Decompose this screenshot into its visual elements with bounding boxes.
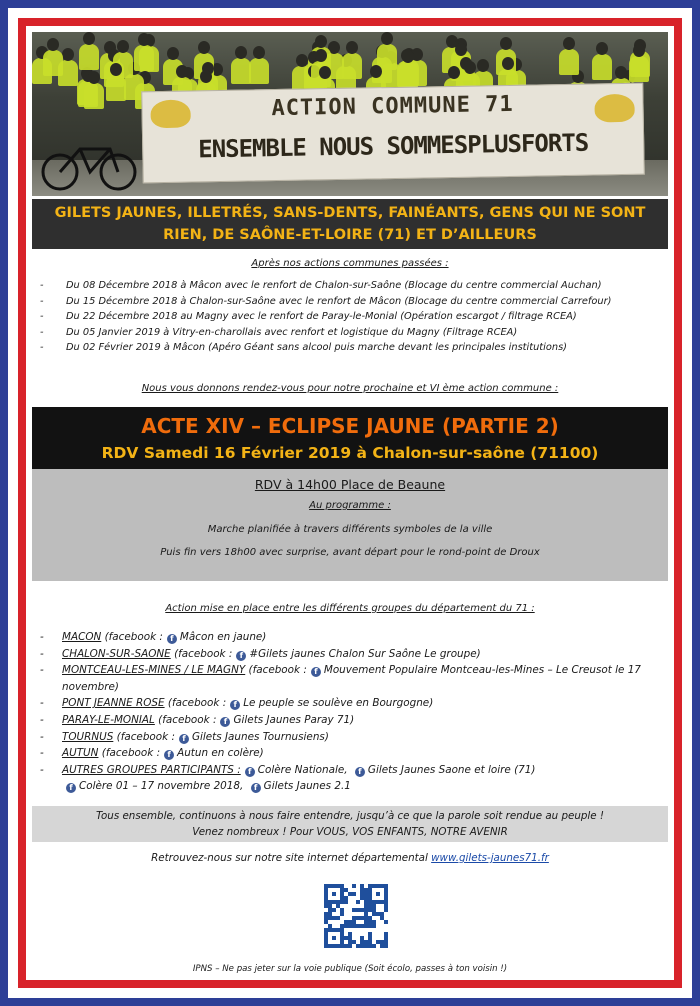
act-band [32,407,668,469]
qr-module [340,912,344,916]
protester-vest [84,83,104,109]
protester-head [198,41,210,54]
program-line-1: Marche planifiée à travers différents symboles de la ville [207,524,493,535]
past-actions-title: Après nos actions communes passées : [251,258,449,269]
protester-vest [629,56,649,82]
facebook-icon: f [164,750,174,760]
protester-vest [249,58,269,84]
protester-head [167,47,179,60]
protester-vest [398,62,418,88]
protester-head [319,66,331,79]
protester-head [110,63,122,76]
protester-head [563,37,575,50]
program-label: Au programme : [309,500,391,511]
group-item: - PARAY-LE-MONIAL (facebook : f Gilets Jaunes Paray 71) [40,713,355,726]
list-item: - Du 15 Décembre 2018 à Chalon-sur-Saône avec le renfort de Mâcon (Blocage du centre commercial Carrefour) [40,295,612,307]
facebook-icon: f [245,767,255,777]
qr-module [332,892,336,896]
group-item: - CHALON-SUR-SAONE (facebook : f #Gilets jaunes Chalon Sur Saône Le groupe) [40,647,481,660]
protest-photo [32,32,668,196]
group-name: MONTCEAU-LES-MINES / LE MAGNY [62,664,246,677]
rdv-text: RDV à 14h00 Place de Beaune [254,477,446,492]
protester-head [500,37,512,50]
invite-text: Nous vous donnons rendez-vous pour notre prochaine et VI ème action commune : [141,383,559,394]
protester-vest [134,45,154,71]
qr-module [332,936,336,940]
facebook-icon: f [236,651,246,661]
protester-head [117,40,129,53]
protester-head [315,49,327,62]
protester-vest [231,58,251,84]
facebook-icon: f [230,700,240,710]
protester-head [448,66,460,79]
facebook-icon: f [355,767,365,777]
protester-head [83,32,95,45]
protester-head [138,33,150,46]
qr-module [372,924,376,928]
group-item: - AUTUN (facebook : f Autun en colère) [40,747,264,760]
closing-box [32,806,668,842]
qr-module [344,900,348,904]
group-item: - MONTCEAU-LES-MINES / LE MAGNY (facebook : f Mouvement Populaire Montceau-les-Mines – Le Creusot le 17 novembre) [40,664,641,693]
list-item: - Du 02 Février 2019 à Mâcon (Apéro Géant sans alcool puis marche devant les principales institutions) [40,342,567,353]
group-item: - PONT JEANNE ROSE (facebook : f Le peuple se soulève en Bourgogne) [40,697,434,710]
website-line [32,852,668,864]
act-subtitle: RDV Samedi 16 Février 2019 à Chalon-sur-saône (71100) [101,444,599,462]
program-box [32,469,668,581]
protester-vest [106,75,126,101]
qr-module [348,944,352,948]
protester-head [477,59,489,72]
footer-ipns: IPNS – Ne pas jeter sur la voie publique (Soit écolo, passes à ton voisin !) [192,964,508,974]
protester-head [200,70,212,83]
groups-list [32,629,668,795]
group-name: MACON [62,631,102,643]
others-label: AUTRES GROUPES PARTICIPANTS : [62,763,241,776]
group-name: AUTUN [62,747,99,760]
protester-head [381,32,393,45]
protester-head [346,41,358,54]
protester-vest [559,49,579,75]
protester-head [47,38,59,51]
protester-head [455,43,467,56]
protester-vest [79,44,99,70]
qr-module [384,920,388,924]
banner-line-2: ENSEMBLE NOUS SOMMESPLUSFORTS [197,128,589,164]
protester-head [235,46,247,59]
list-item: - Du 05 Janvier 2019 à Vitry-en-charollais avec renfort et logistique du Magny (Filtrage RCEA) [40,326,518,338]
group-item: - TOURNUS (facebook : f Gilets Jaunes Tournusiens) [40,730,329,743]
groups-title: Action mise en place entre les différents groupes du département du 71 : [165,603,535,614]
website-link[interactable]: www.gilets-jaunes71.fr [431,852,549,864]
qr-module [356,900,360,904]
banner-line-1: ACTION COMMUNE 71 [271,91,514,122]
headline-band [32,199,668,249]
program-line-2: Puis fin vers 18h00 avec surprise, avant départ pour le rond-point de Droux [160,547,540,558]
list-item: - Du 22 Décembre 2018 au Magny avec le renfort de Paray-le-Monial (Opération escargot / filtrage RCEA) [40,311,577,322]
protester-head [253,46,265,59]
qr-module [384,944,388,948]
protester-head [315,35,327,48]
protester-head [464,61,476,74]
qr-module [352,892,356,896]
facebook-icon: f [179,734,189,744]
protester-head [596,42,608,55]
facebook-icon: f [251,783,261,793]
qr-module [352,884,356,888]
group-name: PONT JEANNE ROSE [62,697,165,710]
protester-head [62,48,74,61]
protester-head [370,65,382,78]
group-item-others: - AUTRES GROUPES PARTICIPANTS : f Colère Nationale, f Gilets Jaunes Saone et loire (71) f Colère 01 – 17 novembre 2018, f Gilets Jaunes 2.1 [40,763,536,793]
qr-module [336,916,340,920]
protester-vest [43,50,63,76]
group-name: PARAY-LE-MONIAL [62,713,155,726]
protester-head [88,71,100,84]
protester-vest [342,53,362,79]
group-item: - MACON (facebook : f Mâcon en jaune) [40,631,267,643]
website-text: Retrouvez-nous sur notre site internet départemental [151,852,428,864]
flyer-page [26,26,674,980]
facebook-icon: f [167,634,177,644]
facebook-icon: f [220,717,230,727]
protester-head [502,57,514,70]
headline: GILETS JAUNES, ILLETRÉS, SANS-DENTS, FAINÉANTS, GENS QUI NE SONT RIEN, DE SAÔNE-ET-LOIRE (71) ET D’AILLEURS [54,205,646,243]
closing-line-2: Venez nombreux ! Pour VOUS, VOS ENFANTS, NOTRE AVENIR [192,826,508,838]
qr-code [323,883,389,949]
protester-head [615,66,627,79]
list-item: - Du 08 Décembre 2018 à Mâcon avec le renfort de Chalon-sur-Saône (Blocage du centre commercial Auchan) [40,280,602,291]
protester-vest [592,54,612,80]
group-name: TOURNUS [62,730,114,743]
protester-head [402,50,414,63]
protester-head [176,65,188,78]
qr-module [384,908,388,912]
group-name: CHALON-SUR-SAONE [62,647,171,660]
closing-line-1: Tous ensemble, continuons à nous faire entendre, jusqu’à ce que la parole soit rendue au peuple ! [95,810,604,822]
facebook-icon: f [66,783,76,793]
qr-module [372,944,376,948]
qr-module [332,908,336,912]
protest-banner [141,83,645,184]
qr-module [376,892,380,896]
protester-head [633,44,645,57]
facebook-icon: f [311,667,321,677]
past-actions-list [32,278,668,356]
act-title: ACTE XIV – ECLIPSE JAUNE (PARTIE 2) [141,414,559,438]
bicycle-icon [40,137,140,192]
